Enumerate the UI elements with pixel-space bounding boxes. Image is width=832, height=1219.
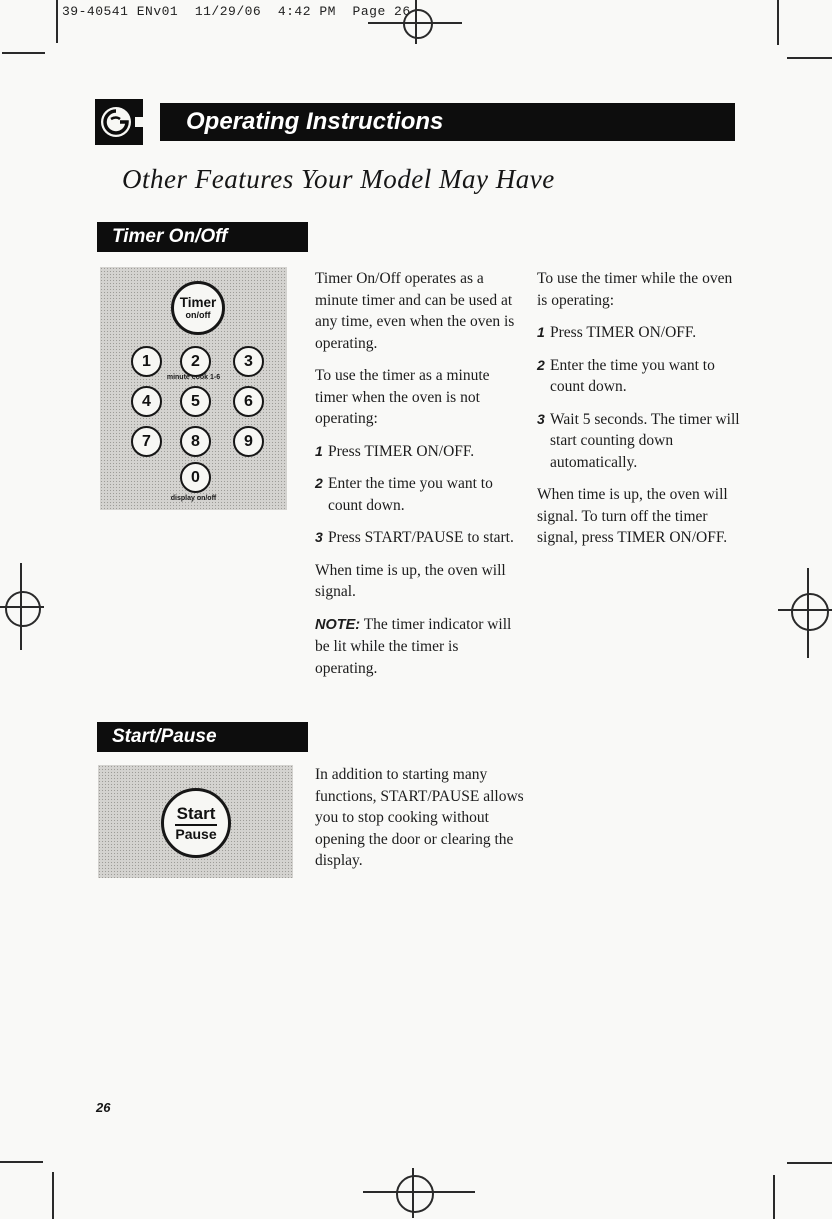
keypad-digit-8: 8 [180, 426, 211, 457]
note-text: The timer indicator will be lit while the timer is operating. [315, 615, 512, 677]
step-item [537, 409, 745, 474]
keypad-digit-4: 4 [131, 386, 162, 417]
step-number: 3 [315, 529, 323, 545]
step-text: Press TIMER ON/OFF. [550, 324, 697, 341]
step-text: Press TIMER ON/OFF. [328, 442, 475, 460]
keypad-digit-7: 7 [131, 426, 162, 457]
keypad-digit-1: 1 [131, 346, 162, 377]
start-pause-heading-bar [97, 722, 308, 752]
keypad-digit-9: 9 [233, 426, 264, 457]
step-item [315, 441, 518, 463]
timer-button-label: Timer [179, 295, 217, 310]
keypad-digit-2: 2 [180, 346, 211, 377]
paragraph: To use the timer as a minute timer when the oven is not operating: [315, 367, 490, 427]
crop-mark [52, 1172, 54, 1219]
timer-column-1 [315, 268, 518, 690]
keypad-digit-6: 6 [233, 386, 264, 417]
step-item [315, 473, 518, 516]
note-label: NOTE: [315, 616, 361, 633]
page-number: 26 [96, 1100, 111, 1115]
step-item [537, 322, 745, 344]
crop-mark [2, 52, 45, 54]
timer-column-2 [537, 268, 745, 560]
step-text: Wait 5 seconds. The timer will start counting down automatically. [550, 410, 740, 471]
step-item [315, 527, 518, 549]
keypad-digit-3: 3 [233, 346, 264, 377]
keypad-illustration [100, 267, 287, 510]
page-title: Other Features Your Model May Have [122, 164, 555, 194]
ge-logo [95, 99, 143, 145]
timer-onoff-heading-bar [97, 222, 308, 252]
paragraph: Timer On/Off operates as a minute timer and can be used at any time, even when the oven is operating. [315, 270, 515, 352]
crop-mark [56, 0, 58, 43]
crop-mark [787, 1162, 832, 1164]
banner-title: Operating Instructions [186, 108, 444, 135]
step-item [537, 355, 745, 398]
crop-mark [777, 0, 779, 45]
start-button-label: Start [175, 804, 218, 826]
step-text: Enter the time you want to count down. [550, 356, 715, 395]
operating-instructions-banner [160, 103, 735, 141]
timer-button-sublabel: on/off [185, 310, 211, 320]
note-paragraph [315, 614, 518, 680]
print-slug-line: 39-40541 ENv01 11/29/06 4:42 PM Page 26 [62, 4, 411, 19]
start-pause-illustration [98, 765, 293, 878]
crop-mark [0, 1161, 43, 1163]
display-onoff-label: display on/off [170, 495, 217, 502]
crop-mark [773, 1175, 775, 1219]
keypad-digit-0: 0 [180, 462, 211, 493]
crop-mark [787, 57, 832, 59]
start-pause-heading: Start/Pause [112, 726, 217, 747]
timer-onoff-heading: Timer On/Off [112, 226, 228, 247]
step-number: 1 [537, 324, 545, 340]
step-number: 2 [315, 475, 323, 491]
step-number: 2 [537, 356, 545, 373]
timer-onoff-button [171, 281, 225, 335]
minute-cook-label: minute cook 1-6 [166, 374, 221, 381]
pause-button-label: Pause [175, 825, 217, 842]
start-pause-column [315, 764, 525, 883]
start-pause-button [161, 788, 231, 858]
keypad-digit-5: 5 [180, 386, 211, 417]
paragraph: When time is up, the oven will signal. [315, 561, 506, 600]
step-number: 3 [537, 410, 545, 427]
step-text: Press START/PAUSE to start. [328, 529, 514, 546]
step-number: 1 [315, 442, 323, 459]
step-text: Enter the time you want to count down. [328, 475, 493, 514]
paragraph: To use the timer while the oven is operating: [537, 270, 733, 309]
paragraph: When time is up, the oven will signal. To turn off the timer signal, press TIMER ON/OFF. [537, 486, 728, 546]
paragraph: In addition to starting many functions, START/PAUSE allows you to stop cooking without opening the door or clearing the display. [315, 766, 524, 869]
